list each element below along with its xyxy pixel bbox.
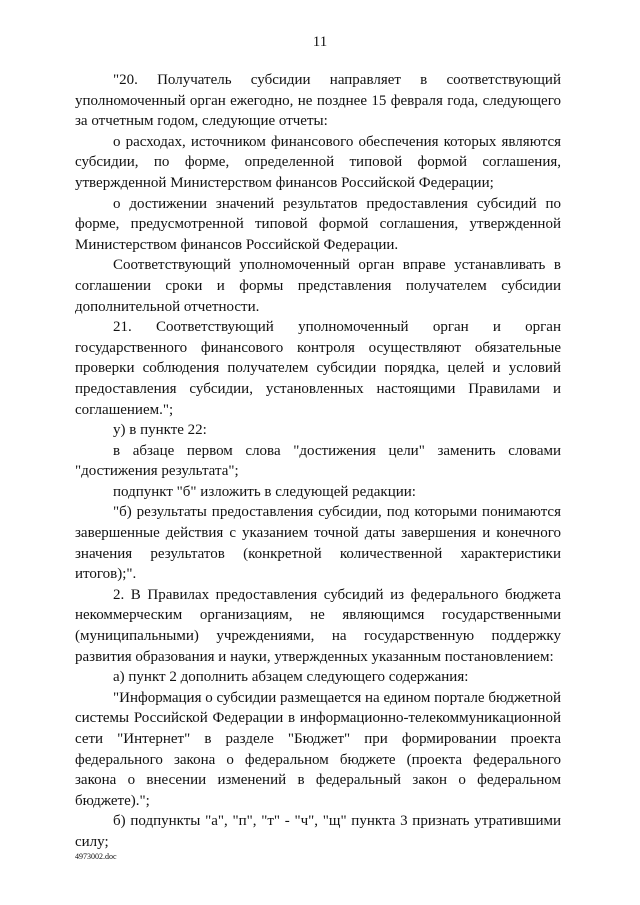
paragraph-results-report: о достижении значений результатов предоставления субсидий по форме, предусмотренной типовой формой соглашения, утвержденной Министерством финансов Российской Федерации. <box>75 195 561 253</box>
paragraph-a-item-2: а) пункт 2 дополнить абзацем следующего содержания: <box>113 669 469 686</box>
page-number: 11 <box>312 34 328 50</box>
paragraph-subitem-b-text: "б) результаты предоставления субсидии, под которыми понимаются завершенные действия с указанием точной даты завершения и конечного значения результатов (конкретной количественной характеристики итогов);". <box>75 504 561 583</box>
paragraph-additional-reporting: Соответствующий уполномоченный орган вправе устанавливать в соглашении сроки и формы представления получателем субсидии дополнительной отчетности. <box>75 257 561 315</box>
paragraph-subitem-b-intro: подпункт "б" изложить в следующей редакции: <box>113 483 416 500</box>
document-body <box>75 70 561 853</box>
paragraph-expenses-report: о расходах, источником финансового обеспечения которых являются субсидии, по форме, определенной типовой формой соглашения, утвержденной Министерством финансов Российской Федерации; <box>75 133 561 191</box>
document-code: 4973002.doc <box>75 852 117 861</box>
paragraph-20-intro: "20. Получатель субсидии направляет в соответствующий уполномоченный орган ежегодно, не позднее 15 февраля года, следующего за отчетным годом, следующие отчеты: <box>75 72 561 130</box>
paragraph-b-item-3: б) подпункты "а", "п", "т" - "ч", "щ" пункта 3 признать утратившими силу; <box>75 813 561 850</box>
paragraph-21-inspections: 21. Соответствующий уполномоченный орган и орган государственного финансового контроля осуществляют обязательные проверки соблюдения получателем субсидии порядка, целей и условий предоставления субсидии, установленных настоящими Правилами и соглашением."; <box>75 319 561 418</box>
paragraph-first-abzac-change: в абзаце первом слова "достижения цели" заменить словами "достижения результата"; <box>75 442 561 480</box>
paragraph-item-22: у) в пункте 22: <box>113 422 207 439</box>
paragraph-2-rules: 2. В Правилах предоставления субсидий из федерального бюджета некоммерческим организациям, не являющимся государственными (муниципальными) учреждениями, на государственную поддержку развития образования и науки, утвержденных указанным постановлением: <box>75 586 561 665</box>
paragraph-subsidy-information: "Информация о субсидии размещается на едином портале бюджетной системы Российской Федерации в информационно-телекоммуникационной сети "Интернет" в разделе "Бюджет" при формировании проекта федерального закона о федеральном бюджете (проекта федерального закона о внесении изменений в федеральный закон о федеральном бюджете)."; <box>75 689 561 809</box>
